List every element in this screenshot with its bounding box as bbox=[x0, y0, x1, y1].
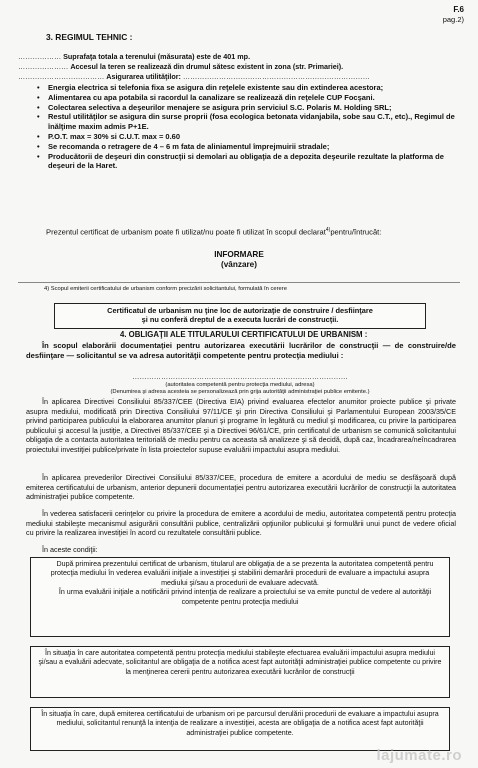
list-item: • P.O.T. max = 30% si C.U.T. max = 0.60 bbox=[48, 132, 462, 142]
paragraph-procedure: În aplicarea prevederilor Directivei Consiliului 85/337/CEE, procedura de emitere a acordului de mediu se desfăşoară după emiterea certificatului de urbanism, anterior depunerii documentaţiei pentru autorizarea executării lucrărilor de construcţii la autoritatea administraţiei publice competente. bbox=[26, 473, 456, 502]
usage-text: Prezentul certificat de urbanism poate fi utilizat/nu poate fi utilizat în scopul declarat bbox=[46, 227, 326, 237]
notice-line1: Certificatul de urbanism nu ţine loc de autorizaţie de construire / desfiinţare bbox=[107, 306, 373, 315]
authority-sub: (Denumirea şi adresa acesteia se personalizează prin grija autorităţii administraţiei publice emitente.) bbox=[110, 389, 370, 395]
section-3-line1: ……………… Suprafaţa totala a terenului (măsurata) este de 401 mp. bbox=[18, 52, 251, 61]
authority-note: (autoritatea competentă pentru protecţia mediului, adresa) bbox=[165, 382, 315, 388]
dots-line: ……………………………………………………………………………… bbox=[132, 372, 348, 381]
access-text: Accesul la teren se realizează din drumul sătesc existent in zona (str. Primariei). bbox=[70, 62, 344, 71]
list-item: • Colectarea selectiva a deşeurilor menajere se asigura prin serviciul S.C. Polaris M. Holding SRL; bbox=[48, 103, 462, 113]
box-impact-evaluation bbox=[30, 646, 450, 698]
section-4-title: 4. OBLIGAŢII ALE TITULARULUI CERTIFICATULUI DE URBANISM : bbox=[120, 330, 368, 339]
usage-sup: 4) bbox=[325, 227, 331, 233]
box1-text2: În urma evaluării iniţiale a notificării privind intenţia de realizare a proiectului se va emite punctul de vedere al autorităţii competente pentru protecţia mediului bbox=[58, 588, 432, 606]
paragraph-conditions: În aceste condiţii: bbox=[42, 545, 98, 554]
section-3-line2: ………………… Accesul la teren se realizează din drumul sătesc existent in zona (str. Primariei). bbox=[18, 62, 344, 71]
list-item: • Alimentarea cu apa potabila si racordul la canalizare se realizează din reţelele CUP Focşani. bbox=[48, 93, 462, 103]
notice-box bbox=[54, 303, 426, 329]
watermark-logo: lajumate.ro bbox=[376, 747, 462, 764]
usage-suffix: pentru/întrucât: bbox=[330, 227, 382, 237]
divider bbox=[18, 282, 460, 283]
notice-line2: şi nu conferă dreptul de a executa lucrări de construcţii. bbox=[141, 315, 339, 325]
page-number: pag.2) bbox=[442, 15, 464, 24]
purpose bbox=[0, 250, 478, 270]
list-item: • Producătorii de deşeuri din construcţii si demolari au obligaţia de a depozita deşeurile rezultate la platforma de deşeuri de la Haret. bbox=[48, 152, 462, 172]
footnote: 4) Scopul emiterii certificatului de urbanism conform precizării solicitantului, formulată în cerere bbox=[44, 286, 287, 292]
section-3-title: 3. REGIMUL TEHNIC : bbox=[46, 32, 133, 42]
list-item: • Se recomanda o retragere de 4 – 6 m fata de aliniamentul împrejmuirii stradale; bbox=[48, 142, 462, 152]
box2-text: În situaţia în care autoritatea competentă pentru protecţia mediului stabileşte efectuarea evaluării impactului asupra mediului şi/sau a evaluării adecvate, solicitantul are obligaţia de a notifica acest fapt autorităţii administraţiei publice competente cu privire la menţinerea cererii pentru autorizarea executării lucrărilor de construcţii bbox=[38, 649, 442, 676]
paragraph-eia: În aplicarea Directivei Consiliului 85/337/CEE (Directiva EIA) privind evaluarea efectelor anumitor proiecte publice şi private asupra mediului, modificată prin Directiva Consiliului 97/11/CE şi prin Directiva Consiliului şi Parlamentului European 2003/35/CE privind participarea publicului la elaborarea anumitor planuri şi programe în legătură cu mediul şi modificarea, cu privire la participarea publicului şi accesul la justiţie, a Directivei 85/337/CEE şi a Directivei 96/61/CE, prin certificatul de urbanism se comunică solicitantului obligaţia de a contacta autoritatea teritorială de mediu pentru ca aceasta să analizeze şi să decidă, după caz, încadrarea/neîncadrarea proiectului investiţiei publice/private în lista proiectelor supuse evaluării impactului asupra mediului. bbox=[26, 397, 456, 454]
box-initial-evaluation bbox=[30, 557, 450, 637]
section-4-intro: În scopul elaborării documentaţiei pentru autorizarea executării lucrărilor de construcţii — de construire/de desfiinţare — solicitantul se va adresa autorităţii competente pentru protecţia mediului : bbox=[26, 341, 456, 360]
list-item: • Restul utilităţilor se asigura din surse proprii (fosa ecologica betonata vidanjabila, sobe sau C.T., etc)., Regimul de înălţime maxim admis P+1E. bbox=[48, 112, 462, 132]
utilities-list bbox=[32, 83, 462, 171]
area-text: Suprafaţa totala a terenului (măsurata) este de 401 mp. bbox=[63, 52, 251, 61]
form-code: F.6 bbox=[453, 5, 464, 14]
paragraph-consultation: În vederea satisfacerii cerinţelor cu privire la procedura de emitere a acordului de mediu, autoritatea competentă pentru protecţia mediului stabileşte mecanismul asigurării consultării publice, centralizării opţiunilor publicului şi formulării unui punct de vedere oficial cu privire la realizarea investiţiei în acord cu rezultatele consultării publice. bbox=[26, 509, 456, 538]
purpose-sub: (vânzare) bbox=[221, 260, 257, 269]
section-3-line3: ……………………………… Asigurarea utilităţilor: …………………………………………………………………… bbox=[18, 72, 370, 81]
utilities-heading: Asigurarea utilităţilor: bbox=[106, 72, 181, 81]
usage-sentence bbox=[46, 226, 466, 237]
box1-text1: După primirea prezentului certificat de urbanism, titularul are obligaţia de a se prezenta la autoritatea competentă pentru protecţia mediului în vederea evaluării iniţiale a investiţiei şi stabilirii demarării procedurii de evaluare a impactului asupra mediului şi/sau a procedurii de evaluare adecvată. bbox=[50, 560, 434, 587]
box-renounce bbox=[30, 707, 450, 751]
page-header bbox=[443, 5, 464, 25]
list-item: • Energia electrica si telefonia fixa se asigura din reţelele existente sau din extinderea acestora; bbox=[48, 83, 462, 93]
purpose-title: INFORMARE bbox=[214, 250, 264, 259]
box3-text: În situaţia în care, după emiterea certificatului de urbanism ori pe parcursul derulării procedurii de evaluare a impactului asupra mediului, solicitantul renunţă la intenţia de realizare a investiţiei, acesta are obligaţia de a notifica acest fapt autorităţii administraţiei publice competente. bbox=[41, 710, 439, 737]
